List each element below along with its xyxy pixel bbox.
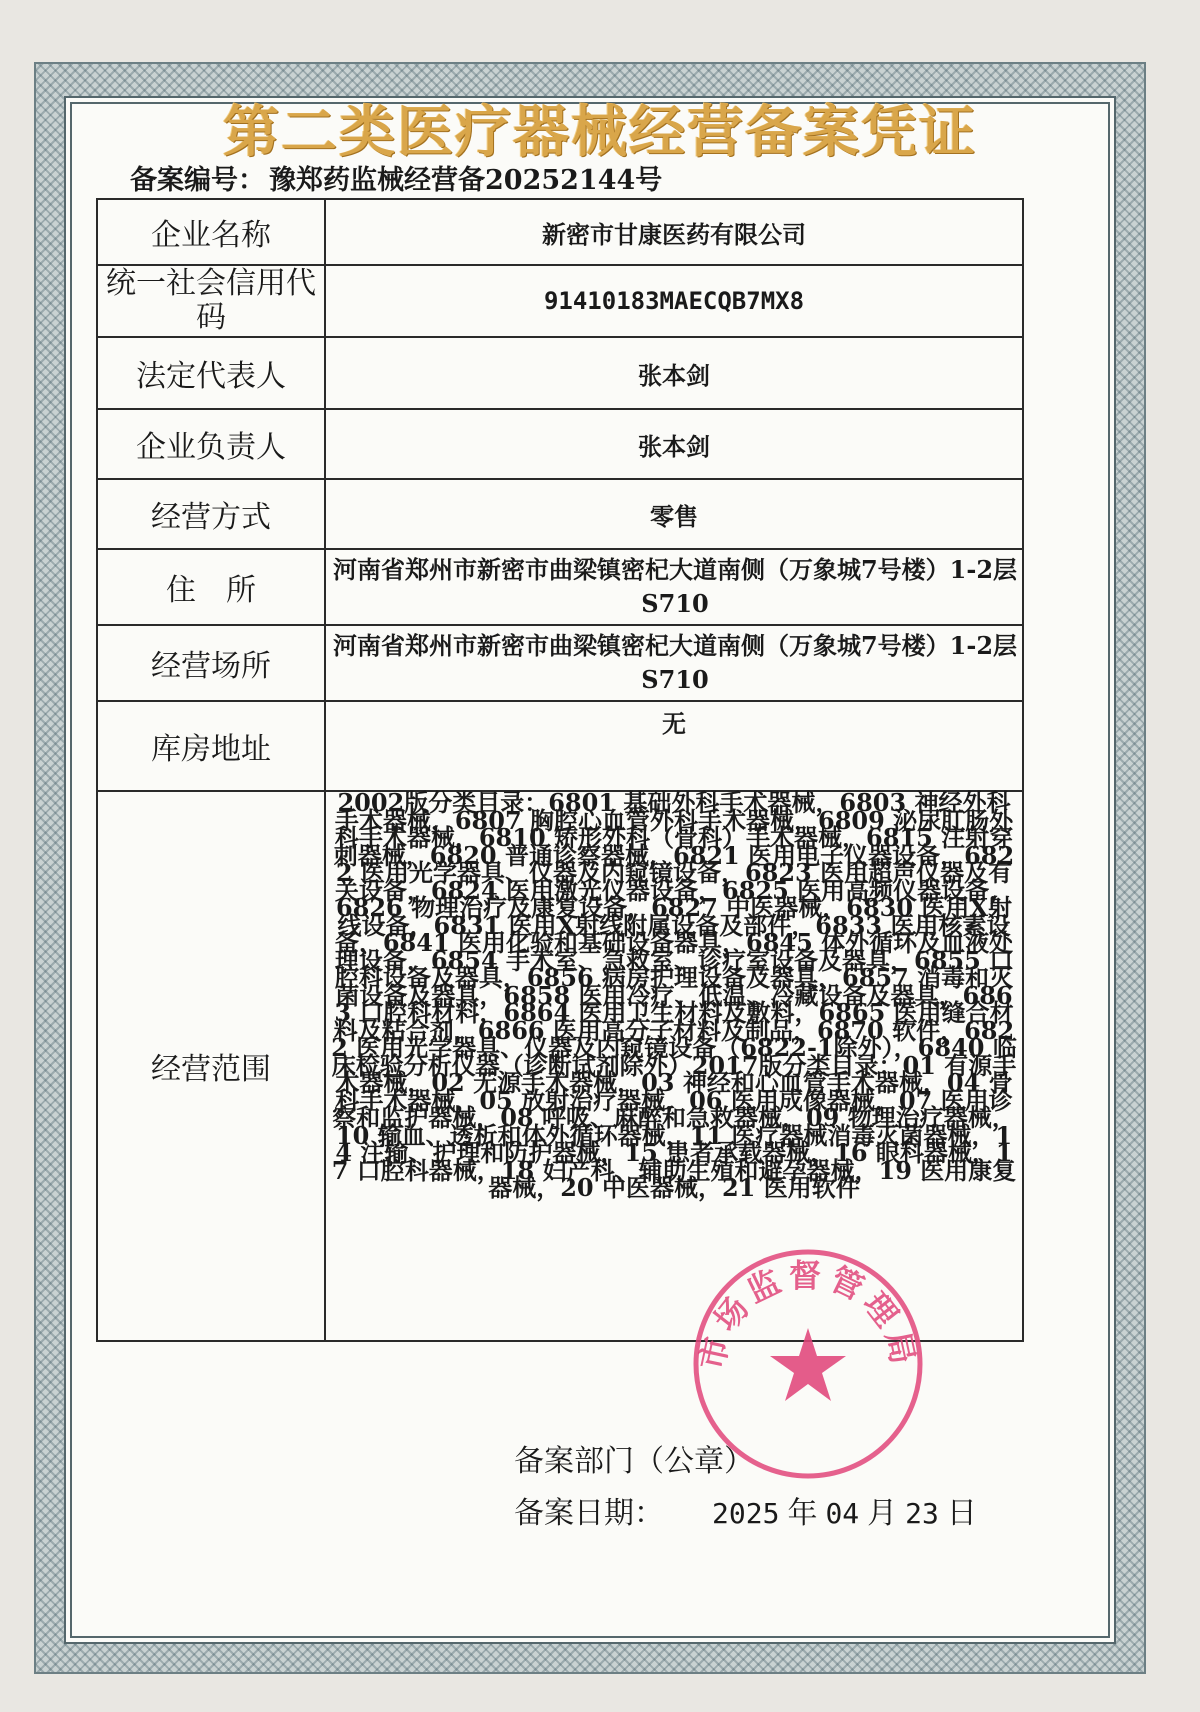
field-value-premises: 河南省郑州市新密市曲梁镇密杞大道南侧（万象城7号楼）1-2层S710 bbox=[325, 625, 1023, 701]
filing-date-label: 备案日期： bbox=[514, 1496, 664, 1531]
field-label-business-mode: 经营方式 bbox=[97, 479, 325, 549]
registration-number-value: 豫郑药监械经营备20252144号 bbox=[269, 165, 663, 196]
field-value-legal-rep: 张本剑 bbox=[325, 337, 1023, 409]
certificate-title: 第二类医疗器械经营备案凭证 bbox=[223, 99, 977, 165]
table-row bbox=[97, 701, 1023, 791]
field-label-company: 企业名称 bbox=[97, 199, 325, 265]
field-value-credit-code: 91410183MAECQB7MX8 bbox=[325, 265, 1023, 337]
filing-department-label: 备案部门（公章） bbox=[514, 1444, 754, 1479]
field-value-scope: 2002版分类目录：6801 基础外科手术器械，6803 神经外科手术器械，6807 胸腔心血管外科手术器械，6809 泌尿肛肠外科手术器械，6810 矫形外科（骨科）手术器械，6815 注射穿刺器械，6820 普通诊察器械，6821 医用电子仪器设备，6822 医用光学器具、仪器及内窥镜设备，6823 医用超声仪器及有关设备，6824 医用激光仪器设备，6825 医用高频仪器设备，6826 物理治疗及康复设备，6827 中医器械，6830 医用X射线设备，6831 医用X射线附属设备及部件，6833 医用核素设备，6841 医用化验和基础设备器具，6845 体外循环及血液处理设备，6854 手术室、急救室、诊疗室设备及器具，6855 口腔科设备及器具，6856 病房护理设备及器具，6857 消毒和灭菌设备及器具，6858 医用冷疗、低温、冷藏设备及器具，6863 口腔科材料，6864 医用卫生材料及敷料，6865 医用缝合材料及粘合剂，6866 医用高分子材料及制品，6870 软件，6822 医用光学器具、仪器及内窥镜设备（6822-1除外），6840 临床检验分析仪器（诊断试剂除外）2017版分类目录：01 有源手术器械，02 无源手术器械，03 神经和心血管手术器械，04 骨科手术器械，05 放射治疗器械，06 医用成像器械，07 医用诊察和监护器械，08 呼吸、麻醉和急救器械，09 物理治疗器械，10 输血、透析和体外循环器械，11 医疗器械消毒灭菌器械，14 注输、护理和防护器械，15 患者承载器械，16 眼科器械，17 口腔科器械，18 妇产科、辅助生殖和避孕器械，19 医用康复器械，20 中医器械，21 医用软件 bbox=[325, 791, 1023, 1341]
filing-date-day: 23 bbox=[905, 1497, 939, 1530]
field-label-domicile: 住 所 bbox=[97, 549, 325, 625]
filing-date-year: 2025 bbox=[712, 1497, 780, 1530]
registration-number-label: 备案编号： bbox=[130, 165, 265, 196]
seal-text: 市场监督管理局 bbox=[692, 1256, 924, 1374]
table-row bbox=[97, 265, 1023, 337]
table-row bbox=[97, 479, 1023, 549]
field-value-responsible: 张本剑 bbox=[325, 409, 1023, 479]
filing-date-day-unit: 日 bbox=[946, 1496, 977, 1531]
filing-date-month: 04 bbox=[825, 1497, 860, 1530]
field-value-domicile: 河南省郑州市新密市曲梁镇密杞大道南侧（万象城7号楼）1-2层S710 bbox=[325, 549, 1023, 625]
table-row bbox=[97, 549, 1023, 625]
registration-number bbox=[130, 158, 662, 197]
filing-date-month-unit: 月 bbox=[867, 1496, 898, 1531]
table-row bbox=[97, 199, 1023, 265]
seal-star-icon bbox=[770, 1328, 846, 1401]
field-value-warehouse: 无 bbox=[325, 701, 1023, 791]
field-label-premises: 经营场所 bbox=[97, 625, 325, 701]
field-value-business-mode: 零售 bbox=[325, 479, 1023, 549]
field-label-credit-code: 统一社会信用代码 bbox=[97, 265, 325, 337]
info-table bbox=[96, 198, 1024, 1342]
field-label-legal-rep: 法定代表人 bbox=[97, 337, 325, 409]
table-row bbox=[97, 625, 1023, 701]
field-label-responsible: 企业负责人 bbox=[97, 409, 325, 479]
field-value-company: 新密市甘康医药有限公司 bbox=[325, 199, 1023, 265]
table-row bbox=[97, 409, 1023, 479]
table-row bbox=[97, 337, 1023, 409]
filing-date-year-unit: 年 bbox=[787, 1496, 818, 1531]
field-label-scope: 经营范围 bbox=[97, 791, 325, 1341]
field-label-warehouse: 库房地址 bbox=[97, 701, 325, 791]
filing-date bbox=[514, 1488, 985, 1532]
